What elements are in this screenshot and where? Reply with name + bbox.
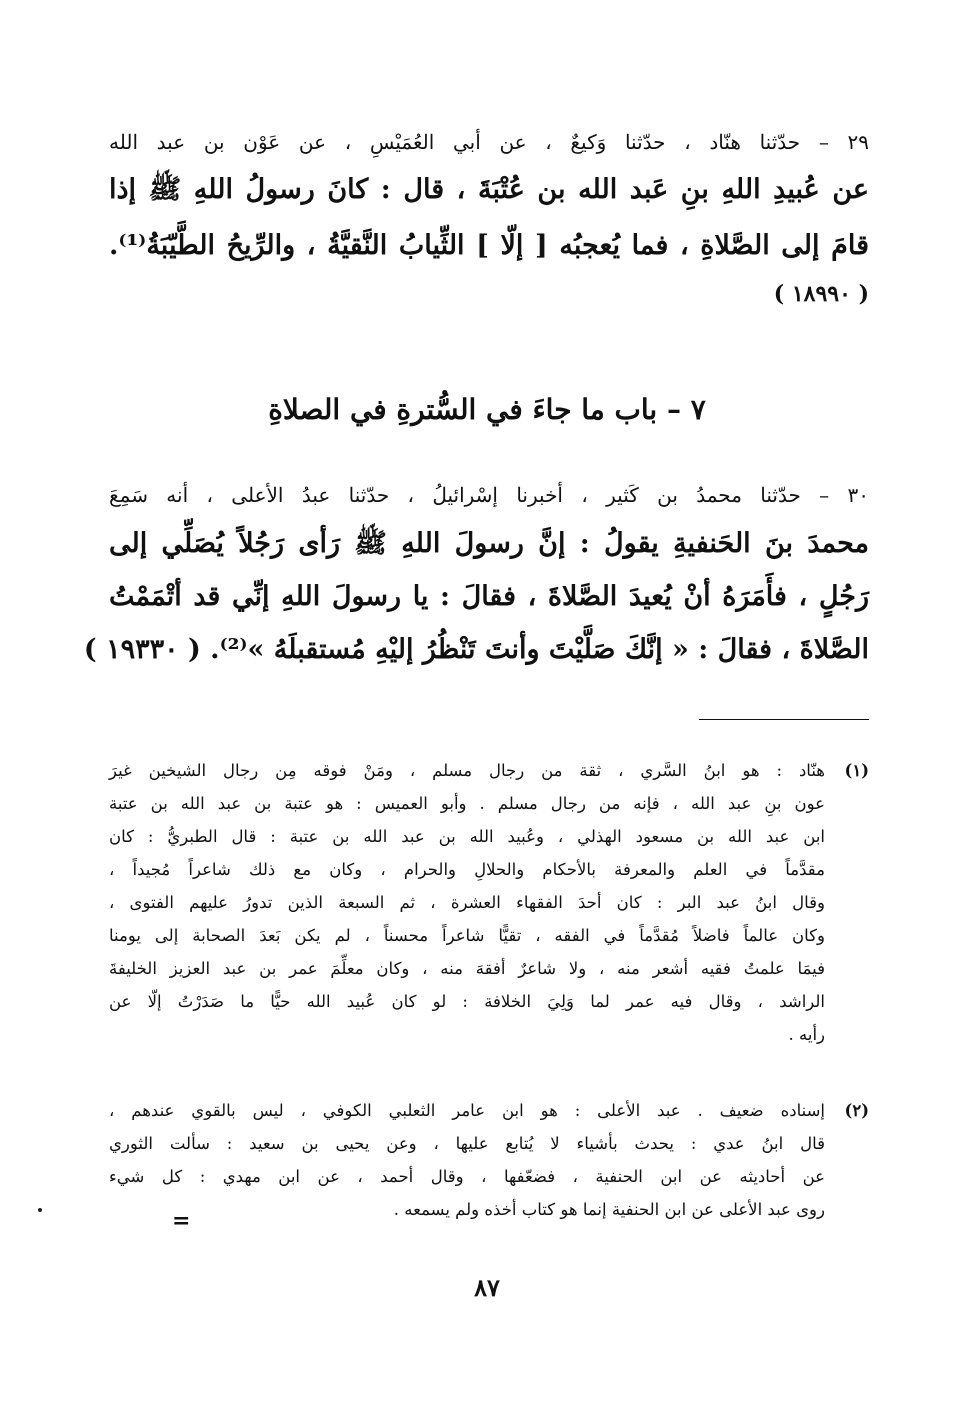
footnote-1-line: وقال ابنُ عبد البر : كان أحدَ الفقهاء العشرة ، ثم السبعة الذين تدورُ عليهم الفتوى ، [109, 893, 825, 912]
footnote-1-line: وكان عالماً فاضلاً مُقدَّماً في الفقه ، تقيًّا شاعراً محسناً ، لم يكن بَعدَ الصحابة إلى يومنا [109, 926, 825, 945]
footnote-1-line: الراشد ، وقال فيه عمر لما وَلِيَ الخلافة : لو كان عُبيد الله حيًّا ما صَدَرْتُ إلّا عن [109, 992, 825, 1011]
hadith-29 [109, 122, 869, 314]
hadith-30-line-1: ٣٠ – حدّثنا محمدُ بن كَثير ، أخبرنا إسْرائيلُ ، حدّثنا عبدُ الأعلى ، أنه سَمِعَ [109, 483, 869, 507]
footnote-2-line: إسناده ضعيف . عبد الأعلى : هو ابن عامر الثعلبي الكوفي ، ليس بالقوي عندهم ، [109, 1101, 825, 1120]
footnote-2-line: عن أحاديثه عن ابن الحنفية ، فضعّفها ، وقال أحمد ، عن ابن مهدي : كل شيء [109, 1167, 825, 1186]
hadith-30-line-4: الصَّلاةَ ، فقالَ : « إنَّكَ صَلَّيْتَ وأنتَ تَنْظُرُ إليْهِ مُستقبلَهُ »⁽²⁾. ( ١٩٣٣٠ ) [83, 634, 869, 665]
hadith-29-line-3: قامَ إلى الصَّلاةِ ، فما يُعجبُه [ إلّا ] الثِّيابُ النَّقيَّةُ ، والرِّيحُ الطَّيّبَةُ⁽¹⁾. [109, 230, 869, 261]
footnote-2-number: (٢) [844, 1101, 869, 1120]
chapter-heading: ٧ – باب ما جاءَ في السُّترةِ في الصلاةِ [268, 393, 706, 426]
page-number: ٨٧ [474, 1273, 500, 1302]
footnote-1-line: رأيه . [788, 1025, 825, 1044]
footnote-2-line: روى عبد الأعلى عن ابن الحنفية إنما هو كتاب أخذه ولم يسمعه . [393, 1200, 825, 1219]
footnote-1-line: مقدَّماً في العلم والمعرفة بالأحكام والحلالِ والحرام ، وكان مع ذلك شاعراً مُجيداً ، [109, 860, 825, 879]
hadith-30-line-3: رَجُلٍ ، فأَمَرَهُ أنْ يُعيدَ الصَّلاةَ ، فقالَ : يا رسولَ اللهِ إنِّي قد أتْمَمْتُ [109, 581, 869, 612]
footnote-1-line: هنّاد : هو ابنُ السَّري ، ثقة من رجال مسلم ، ومَنْ فوقه مِن رجال الشيخين غيرَ [109, 761, 825, 780]
hadith-30-line-2: محمدَ بنَ الحَنفيةِ يقولُ : إنَّ رسولَ اللهِ ﷺ رَأى رَجُلاً يُصَلِّي إلى [109, 528, 869, 559]
hadith-30 [83, 473, 869, 676]
footnote-1-body [109, 754, 825, 1051]
footnote-1 [109, 754, 869, 1051]
hadith-29-line-1: ٢٩ – حدّثنا هنّاد ، حدّثنا وَكيعٌ ، عن أبي العُمَيْسِ ، عن عَوْن بن عبد الله [109, 130, 869, 154]
footnote-2-line: قال ابنُ عدي : يحدث بأشياء لا يُتابع عليها ، وعن يحيى بن سعيد : سألت الثوري [109, 1134, 825, 1153]
hadith-29-reference: ( ١٨٩٩٠ ) [773, 281, 869, 307]
footnote-2-body [109, 1094, 825, 1226]
footnote-1-line: عون بنِ عبد الله ، فإنه من رجال مسلم . وأبو العميس : هو عتبة بن عبد الله بن عتبة [109, 794, 825, 813]
hadith-29-line-2: عن عُبيدِ اللهِ بنِ عَبد الله بن عُتْبَةَ ، قال : كانَ رسولُ اللهِ ﷺ إذا [109, 174, 869, 205]
margin-dot [38, 1208, 42, 1212]
footnote-separator [699, 719, 869, 720]
footnote-1-line: ابن عبد الله بن مسعود الهذلي ، وعُبيد الله بن عبد الله بن عتبة : قال الطبريُّ : كان [109, 827, 825, 846]
footnote-1-line: فيمَا علمتُ فقيه أشعر منه ، ولا شاعرٌ أفقهَ منه ، وكان معلِّمَ عمر بن عبد العزيز الخليفةَ [109, 959, 825, 978]
footnote-1-number: (١) [844, 761, 869, 780]
footnote-2 [109, 1094, 869, 1226]
footnote-continuation-mark: = [172, 1208, 191, 1234]
